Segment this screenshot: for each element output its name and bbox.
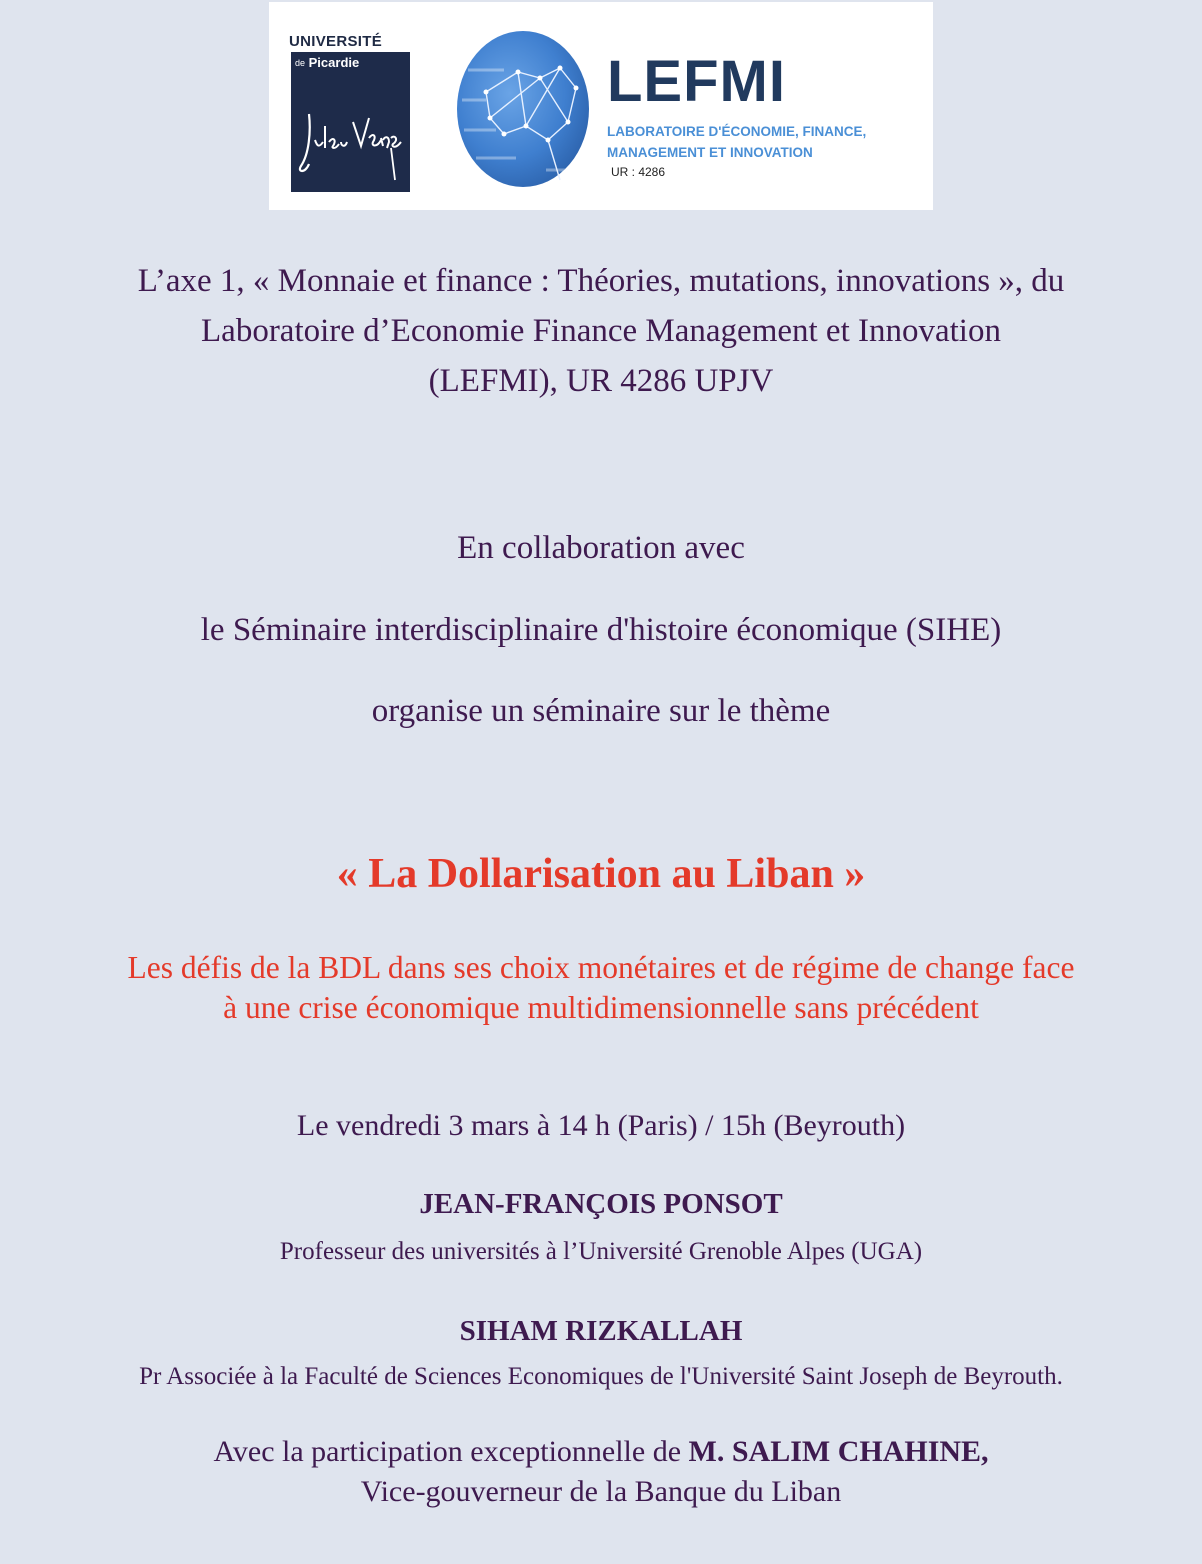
collab-line3: organise un séminaire sur le thème [371, 693, 831, 729]
lefmi-globe-icon [456, 30, 590, 188]
guest-name: M. SALIM CHAHINE, [688, 1435, 989, 1468]
lefmi-logo-title: LEFMI [607, 49, 786, 114]
lefmi-subtitle-line1: LABORATOIRE D'ÉCONOMIE, FINANCE, [607, 124, 867, 139]
intro-paragraph [0, 256, 1202, 406]
intro-line1: L’axe 1, « Monnaie et finance : Théories, mutations, innovations », du [137, 263, 1065, 299]
guest-role: Vice-gouverneur de la Banque du Liban [360, 1475, 842, 1508]
speaker-1-name: JEAN-FRANÇOIS PONSOT [419, 1188, 783, 1220]
speaker-2-role: Pr Associée à la Faculté de Sciences Economiques de l'Université Saint Joseph de Beyrouth. [139, 1363, 1063, 1390]
lefmi-ur-code: UR : 4286 [611, 165, 666, 179]
seminar-subtitle-line2: à une crise économique multidimensionnelle sans précédent [223, 990, 979, 1025]
jules-verne-signature-icon [295, 92, 407, 188]
speaker-2-name: SIHAM RIZKALLAH [459, 1315, 743, 1347]
collab-line2: le Séminaire interdisciplinaire d'histoire économique (SIHE) [200, 612, 1002, 648]
seminar-title: « La Dollarisation au Liban » [336, 851, 866, 897]
logo-band [269, 2, 933, 210]
upjv-de-label: de [295, 58, 306, 68]
upjv-picardie-label: Picardie [308, 55, 360, 70]
participation [0, 1432, 1202, 1512]
upjv-logo [289, 32, 410, 192]
upjv-picardie [295, 56, 359, 70]
seminar-subtitle-line1: Les défis de la BDL dans ses choix monétaires et de régime de change face [127, 950, 1075, 985]
intro-line2: Laboratoire d’Economie Finance Management et Innovation [201, 313, 1001, 349]
seminar-subtitle [0, 948, 1202, 1028]
collab-line1: En collaboration avec [457, 530, 745, 566]
upjv-box [291, 52, 410, 192]
lefmi-logo-subtitle [607, 121, 927, 163]
speaker-1-role: Professeur des universités à l’Université Grenoble Alpes (UGA) [279, 1238, 923, 1265]
seminar-date: Le vendredi 3 mars à 14 h (Paris) / 15h (Beyrouth) [296, 1109, 906, 1142]
participation-prefix: Avec la participation exceptionnelle de [213, 1435, 689, 1468]
intro-line3: (LEFMI), UR 4286 UPJV [428, 363, 774, 399]
lefmi-subtitle-line2: MANAGEMENT ET INNOVATION [607, 145, 813, 160]
upjv-top-label: UNIVERSITÉ [289, 33, 383, 50]
participation-line1 [0, 1432, 1202, 1472]
